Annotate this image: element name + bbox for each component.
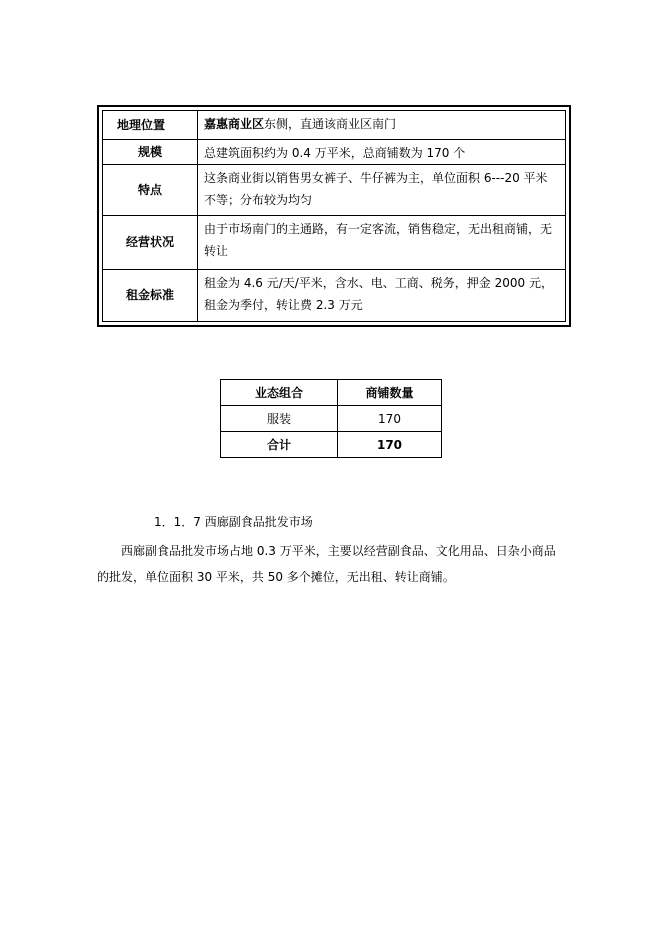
shop-count-cell: 170	[338, 406, 442, 432]
column-header: 业态组合	[221, 380, 338, 406]
business-mix-table	[220, 379, 442, 458]
row-label: 地理位置	[103, 111, 198, 140]
row-value: 由于市场南门的主通路，有一定客流，销售稳定，无出租商铺，无转让	[198, 215, 566, 269]
section-heading: 1．1．7 西廊副食品批发市场	[154, 515, 313, 529]
row-label: 经营状况	[103, 215, 198, 269]
table-header-row	[221, 380, 442, 406]
row-value: 总建筑面积约为 0.4 万平米，总商铺数为 170 个	[198, 139, 566, 164]
row-label: 租金标准	[103, 269, 198, 321]
row-value: 租金为 4.6 元/天/平米，含水、电、工商、税务，押金 2000 元，租金为季付，转让费 2.3 万元	[198, 269, 566, 321]
row-value: 这条商业街以销售男女裤子、牛仔裤为主，单位面积 6---20 平米不等；分布较为均匀	[198, 165, 566, 216]
total-count: 170	[338, 432, 442, 458]
table-row	[103, 215, 566, 269]
row-label: 规模	[103, 139, 198, 164]
total-row	[221, 432, 442, 458]
table-row	[221, 406, 442, 432]
location-detail: 东侧，直通该商业区南门	[264, 117, 397, 131]
table-row	[103, 111, 566, 140]
total-label: 合计	[221, 432, 338, 458]
column-header: 商铺数量	[338, 380, 442, 406]
info-table-frame	[97, 105, 571, 327]
table-row	[103, 139, 566, 164]
info-table	[102, 110, 566, 322]
business-type-cell: 服装	[221, 406, 338, 432]
section-paragraph: 西廊副食品批发市场占地 0.3 万平米，主要以经营副食品、文化用品、日杂小商品的批发，单位面积 30 平米，共 50 多个摊位，无出租、转让商铺。	[97, 544, 556, 584]
location-name: 嘉惠商业区	[204, 117, 265, 131]
row-value	[198, 111, 566, 140]
table-row	[103, 269, 566, 321]
table-row	[103, 165, 566, 216]
row-label: 特点	[103, 165, 198, 216]
